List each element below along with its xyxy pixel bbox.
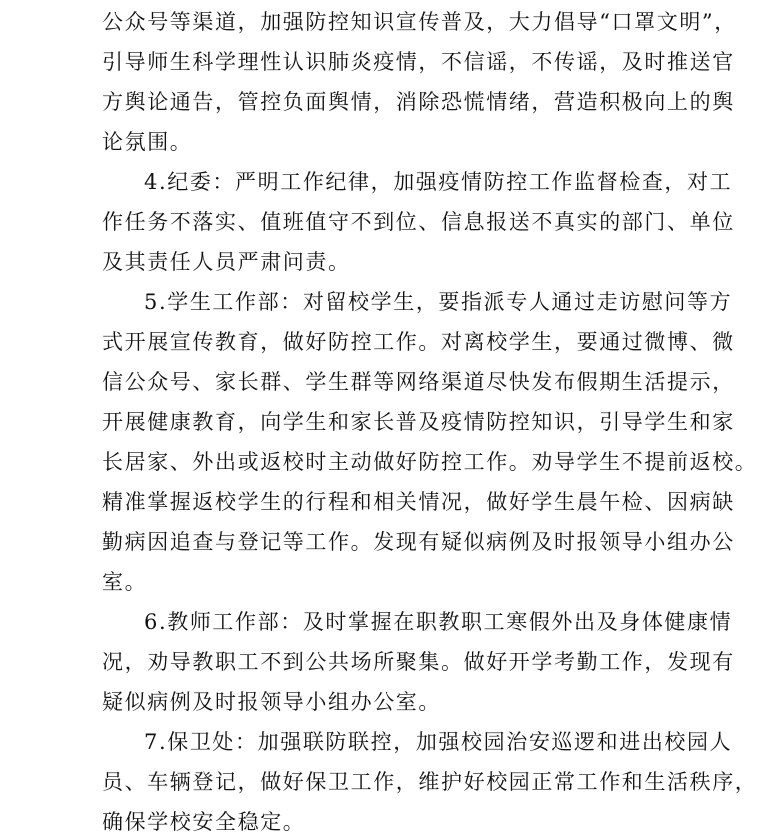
text-line: 室。: [102, 570, 148, 594]
text-line: 引导师生科学理性认识肺炎疫情，不信谣，不传谣，及时推送官: [102, 50, 735, 74]
text-line: 精准掌握返校学生的行程和相关情况，做好学生晨午检、因病缺: [102, 490, 735, 514]
text-line: 疑似病例及时报领导小组办公室。: [102, 690, 441, 714]
text-line: 员、车辆登记，做好保卫工作，维护好校园正常工作和生活秩序，: [102, 770, 758, 794]
text-line: 况，劝导教职工不到公共场所聚集。做好开学考勤工作，发现有: [102, 650, 735, 674]
text-line: 论氛围。: [102, 130, 193, 154]
text-line: 及其责任人员严肃问责。: [102, 250, 351, 274]
paragraph-7-start: 7.保卫处：加强联防联控，加强校园治安巡逻和进出校园人: [144, 730, 733, 754]
text-line: 确保学校安全稳定。: [102, 810, 306, 834]
text-line: 勤病因追查与登记等工作。发现有疑似病例及时报领导小组办公: [102, 530, 735, 554]
text-line: 方舆论通告，管控负面舆情，消除恐慌情绪，营造积极向上的舆: [102, 90, 735, 114]
text-line: 开展健康教育，向学生和家长普及疫情防控知识，引导学生和家: [102, 410, 735, 434]
document-body: [102, 2, 758, 840]
text-line: 信公众号、家长群、学生群等网络渠道尽快发布假期生活提示，: [102, 370, 735, 394]
text-line: 作任务不落实、值班值守不到位、信息报送不真实的部门、单位: [102, 210, 735, 234]
paragraph-6-start: 6.教师工作部：及时掌握在职教职工寒假外出及身体健康情: [144, 610, 733, 634]
text-line: 长居家、外出或返校时主动做好防控工作。劝导学生不提前返校。: [102, 450, 758, 474]
paragraph-4-start: 4.纪委：严明工作纪律，加强疫情防控工作监督检查，对工: [144, 170, 733, 194]
text-line: 公众号等渠道，加强防控知识宣传普及，大力倡导“口罩文明”，: [102, 10, 737, 34]
text-line: 式开展宣传教育，做好防控工作。对离校学生，要通过微博、微: [102, 330, 735, 354]
paragraph-5-start: 5.学生工作部：对留校学生，要指派专人通过走访慰问等方: [144, 290, 733, 314]
